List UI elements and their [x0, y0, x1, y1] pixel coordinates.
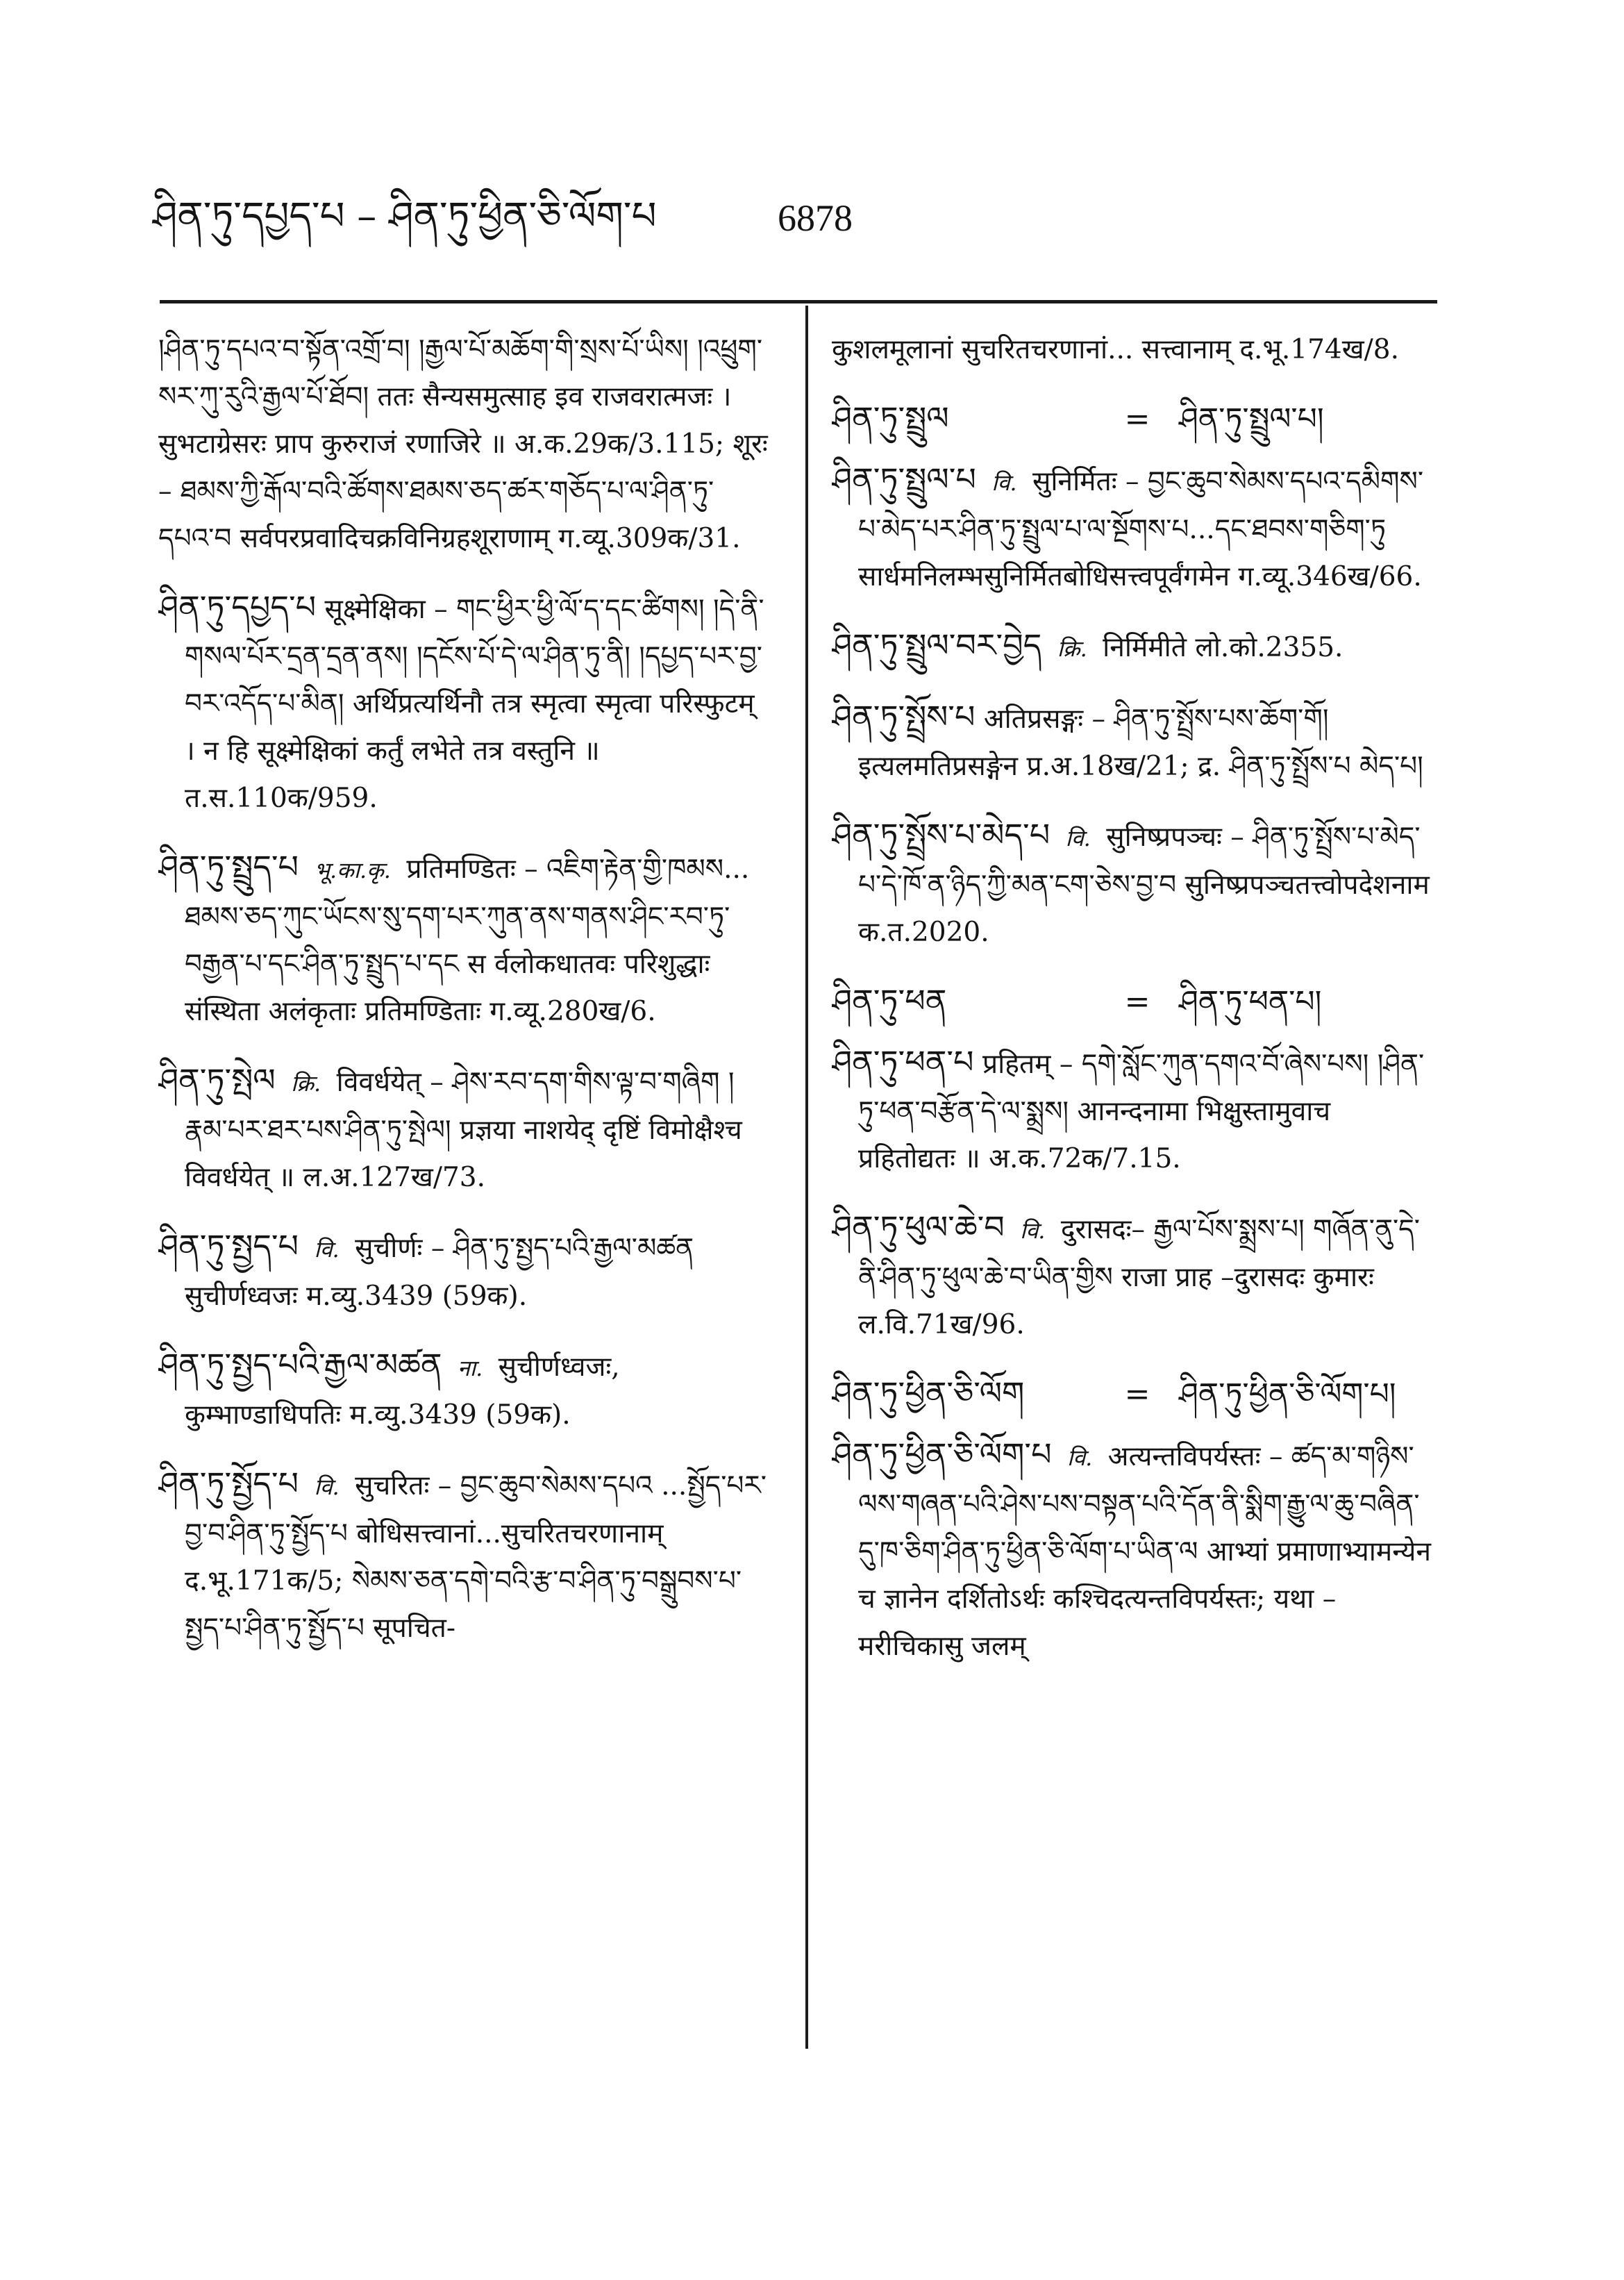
entry-body: विवर्धयेत् – ཤེས་རབ་དག་གིས་ལྟ་བ་གཞིག །རྣམ་པར་ཐར་པས་ཤིན་ཏུ་སྤེལ། प्रज्ञया नाशयेद् दृष्टिं विमोक्षैश्च विवर्धयेत् ॥ ल.अ.127ख/73. — [185, 1067, 742, 1193]
entry-body: सूक्ष्मेक्षिका – གང་ཕྱིར་ཕྱི་ལོ་ད་དང་ཚིགས། །དེ་ནི་གསལ་པོར་དྲན་དྲན་ནས། །དངོས་པོ་དེ་ལ་ཤིན་ཏུ་ནི། །དཔྱད་པར་བྱ་བར་འདོད་པ་མིན། अर्थिप्रत्यर्थिनौ तत्र स्मृत्वा स्मृत्वा परिस्फुटम् । न हि सूक्ष्मेक्षिकां कर्तुं लभेते तत्र वस्तुनि ॥ त.स.110क/959. — [185, 594, 764, 814]
entry-headword: ཤིན་ཏུ་སྤྱོད་པ — [158, 1465, 299, 1502]
entry-body: प्रहितम् – དགེ་སློང་ཀུན་དགའ་བོ་ཞེས་པས། །ཤིན་ཏུ་ཕན་བརྩོན་དེ་ལ་སྨྲས། आनन्दनामा भिक्षुस्तामुवाच प्रहितोद्यतः ॥ अ.क.72क/7.15. — [858, 1049, 1425, 1174]
grammar-label: वि. — [314, 1474, 340, 1500]
cross-reference-target: ཤིན་ཏུ་སྤྲུལ་པ། — [1179, 401, 1324, 437]
entry-continuation — [832, 326, 1436, 374]
entry-headword: ཤིན་ཏུ་སྤེལ — [158, 1061, 276, 1099]
running-header-title: ཤིན་ཏུ་དཔྱད་པ – ཤིན་ཏུ་ཕྱིན་ཅི་ལོག་པ — [153, 194, 657, 239]
entry-headword: ཤིན་ཏུ་སྤྲུལ་བར་བྱེད — [832, 626, 1042, 664]
dictionary-entry — [832, 1038, 1436, 1183]
entry-headword: ཤིན་ཏུ་སྤྱད་པ — [158, 1227, 299, 1265]
dictionary-entry — [832, 1431, 1436, 1670]
dictionary-entry — [832, 622, 1436, 672]
grammar-label: वि. — [1066, 1445, 1093, 1471]
equals-sign: = — [1124, 1376, 1150, 1412]
equals-sign: = — [1124, 401, 1150, 437]
grammar-label: वि. — [991, 469, 1017, 496]
header-rule — [160, 300, 1437, 303]
grammar-label: क्रि. — [1057, 635, 1087, 662]
dictionary-entry — [832, 693, 1436, 790]
grammar-label: वि. — [1065, 825, 1091, 851]
dictionary-entry — [158, 1222, 769, 1320]
entry-body: सुचीर्णध्वजः, कुम्भाण्डाधिपतिः म.व्यु.3439 (59क). — [185, 1351, 620, 1431]
right-column — [832, 326, 1436, 2049]
entry-body: सुनिष्प्रपञ्चः – ཤིན་ཏུ་སྤྲོས་པ་མེད་པ་དེ་ཁོ་ན་ཉིད་ཀྱི་མན་ངག་ཅེས་བྱ་བ सुनिष्प्रपञ्चतत्त्वोपदेशनाम क.त.2020. — [858, 822, 1430, 948]
entry-body: अत्यन्तविपर्यस्तः – ཚད་མ་གཉིས་ལས་གཞན་པའི་ཤེས་པས་བསྟན་པའི་དོན་ནི་སྨིག་རྒྱུ་ལ་ཆུ་བཞིན་དུ་ཁ་ཅིག་ཤིན་ཏུ་ཕྱིན་ཅི་ལོག་པ་ཡིན་ལ आभ्यां प्रमाणाभ्यामन्येन च ज्ञानेन दर्शितोऽर्थः कश्चिदत्यन्तविपर्यस्तः; यथा – मरीचिकासु जलम् — [858, 1441, 1431, 1662]
entry-body: सुचीर्णः – ཤིན་ཏུ་སྤྱད་པའི་རྒྱལ་མཚན सुचीर्णध्वजः म.व्यु.3439 (59क). — [185, 1233, 694, 1312]
entry-headword: ཤིན་ཏུ་སྤྲོས་པ — [832, 698, 976, 735]
cross-reference-target: ཤིན་ཏུ་ཕྱིན་ཅི་ལོག་པ། — [1179, 1376, 1396, 1412]
dictionary-entry — [158, 1460, 769, 1652]
entry-body: །ཤིན་ཏུ་དཔའ་བ་སྟོན་འགྲོ་བ། །རྒྱལ་པོ་མཆོག་གི་སྲས་པོ་ཡིས། །འཕྲུག་སར་ཀུ་རུའི་རྒྱལ་པོ་ཐོབ། ततः सैन्यसमुत्साह इव राजवरात्मजः । सुभटाग्रेसरः प्राप कुरुराजं रणाजिरे ॥ अ.क.29क/3.115; शूरः – ཐམས་ཀྱི་རྒོལ་བའི་ཚོགས་ཐམས་ཅད་ཚར་གཅོད་པ་ལ་ཤིན་ཏུ་དཔའ་བ सर्वपरप्रवादिचक्रविनिग्रहशूराणाम् ग.व्यू.309क/31. — [158, 334, 768, 554]
entry-body: सुचरितः – བྱང་ཆུབ་སེམས་དཔའ ...སྤྱོད་པར་བྱ་བ་ཤིན་ཏུ་སྤྱོད་པ बोधिसत्त्वानां...सुचरितचरणानाम् द.भू.171क/5; སེམས་ཅན་དགེ་བའི་རྩ་བ་ཤིན་ཏུ་བསྒྲུབས་པ་སྤྱད་པ་ཤིན་ཏུ་སྤྱོད་པ सूपचित- — [185, 1470, 767, 1644]
page-header — [0, 188, 1624, 243]
entry-body: प्रतिमण्डितः – འཇིག་རྟེན་གྱི་ཁམས... ཐམས་ཅད་ཀུང་ཡོངས་སུ་དག་པར་ཀུན་ནས་གནས་ཤིང་རབ་ཏུ་བརྒྱན་པ་དང་ཤིན་ཏུ་སྤྲུད་པ་དང स र्वलोकधातवः परिशुद्धाः संस्थिता अलंकृताः प्रतिमण्डिताः ग.व्यू.280ख/6. — [185, 854, 750, 1027]
grammar-label: भू.का.कृ. — [314, 857, 391, 883]
grammar-label: क्रि. — [291, 1070, 321, 1097]
cross-reference-entry — [832, 1370, 1436, 1418]
entry-headword: ཤིན་ཏུ་ཕྱིན་ཅི་ལོག — [832, 1374, 1025, 1412]
entry-headword: ཤིན་ཏུ་སྤྲུལ — [832, 399, 949, 437]
entry-body: निर्मिमीते लो.को.2355. — [1103, 632, 1343, 663]
entry-headword: ཤིན་ཏུ་ཕན་པ — [832, 1043, 974, 1081]
grammar-label: ना. — [458, 1355, 483, 1381]
grammar-label: वि. — [1020, 1217, 1046, 1244]
dictionary-entry — [158, 1056, 769, 1201]
cross-reference-target: ཤིན་ཏུ་ཕན་པ། — [1179, 984, 1322, 1020]
dictionary-entry — [158, 1341, 769, 1439]
grammar-label: वि. — [314, 1236, 340, 1263]
entry-headword: ཤིན་ཏུ་ཕུལ་ཆེ་བ — [832, 1208, 1005, 1246]
cross-reference-entry — [832, 394, 1436, 443]
left-column — [158, 326, 769, 2049]
entry-body: अतिप्रसङ्गः – ཤིན་ཏུ་སྤྲོས་པས་ཆོག་གོ། इत्यलमतिप्रसङ्गेन प्र.अ.18ख/21; द्र. ཤིན་ཏུ་སྤྲོས་པ མེད་པ། — [858, 704, 1423, 782]
entry-headword: ཤིན་ཏུ་སྤྱད་པའི་རྒྱལ་མཚན — [158, 1346, 442, 1383]
entry-headword: ཤིན་ཏུ་ཕན — [832, 982, 947, 1020]
column-divider — [805, 306, 808, 2049]
entry-headword: ཤིན་ཏུ་དཔྱད་པ — [158, 588, 317, 626]
equals-sign: = — [1124, 984, 1150, 1020]
entry-headword: ཤིན་ཏུ་སྤྲུད་པ — [158, 848, 299, 885]
cross-reference-entry — [832, 977, 1436, 1026]
entry-headword: ཤིན་ཏུ་ཕྱིན་ཅི་ལོག་པ — [832, 1436, 1052, 1473]
entry-body: कुशलमूलानां सुचरितचरणानां... सत्त्वानाम् द.भू.174ख/8. — [832, 334, 1399, 365]
entry-continuation — [158, 326, 769, 563]
page-number: 6878 — [778, 197, 853, 239]
dictionary-entry — [832, 811, 1436, 956]
entry-headword: ཤིན་ཏུ་སྤྲུལ་པ — [832, 460, 976, 498]
dictionary-entry — [832, 456, 1436, 601]
dictionary-entry — [832, 1204, 1436, 1349]
dictionary-entry — [158, 843, 769, 1035]
entry-body: दुरासदः– རྒྱལ་པོས་སྨྲས་པ། གཞོན་ནུ་དེ་ནི་ཤིན་ཏུ་ཕུལ་ཆེ་བ་ཡིན་གྱིས राजा प्राह –दुरासदः कुमारः ल.वि.71ख/96. — [858, 1214, 1420, 1340]
entry-body: सुनिर्मितः – བྱང་ཆུབ་སེམས་དཔའ་དམིགས་པ་མེད་པར་ཤིན་ཏུ་སྤྲུལ་པ་ལ་སྔོགས་པ...དང་ཐབས་གཅིག་ཏུ सार्धमनिलम्भसुनिर्मितबोधिसत्त्वपूर्वंगमेन ग.व्यू.346ख/66. — [858, 466, 1424, 592]
dictionary-entry — [158, 583, 769, 822]
entry-headword: ཤིན་ཏུ་སྤྲོས་པ་མེད་པ — [832, 816, 1050, 854]
